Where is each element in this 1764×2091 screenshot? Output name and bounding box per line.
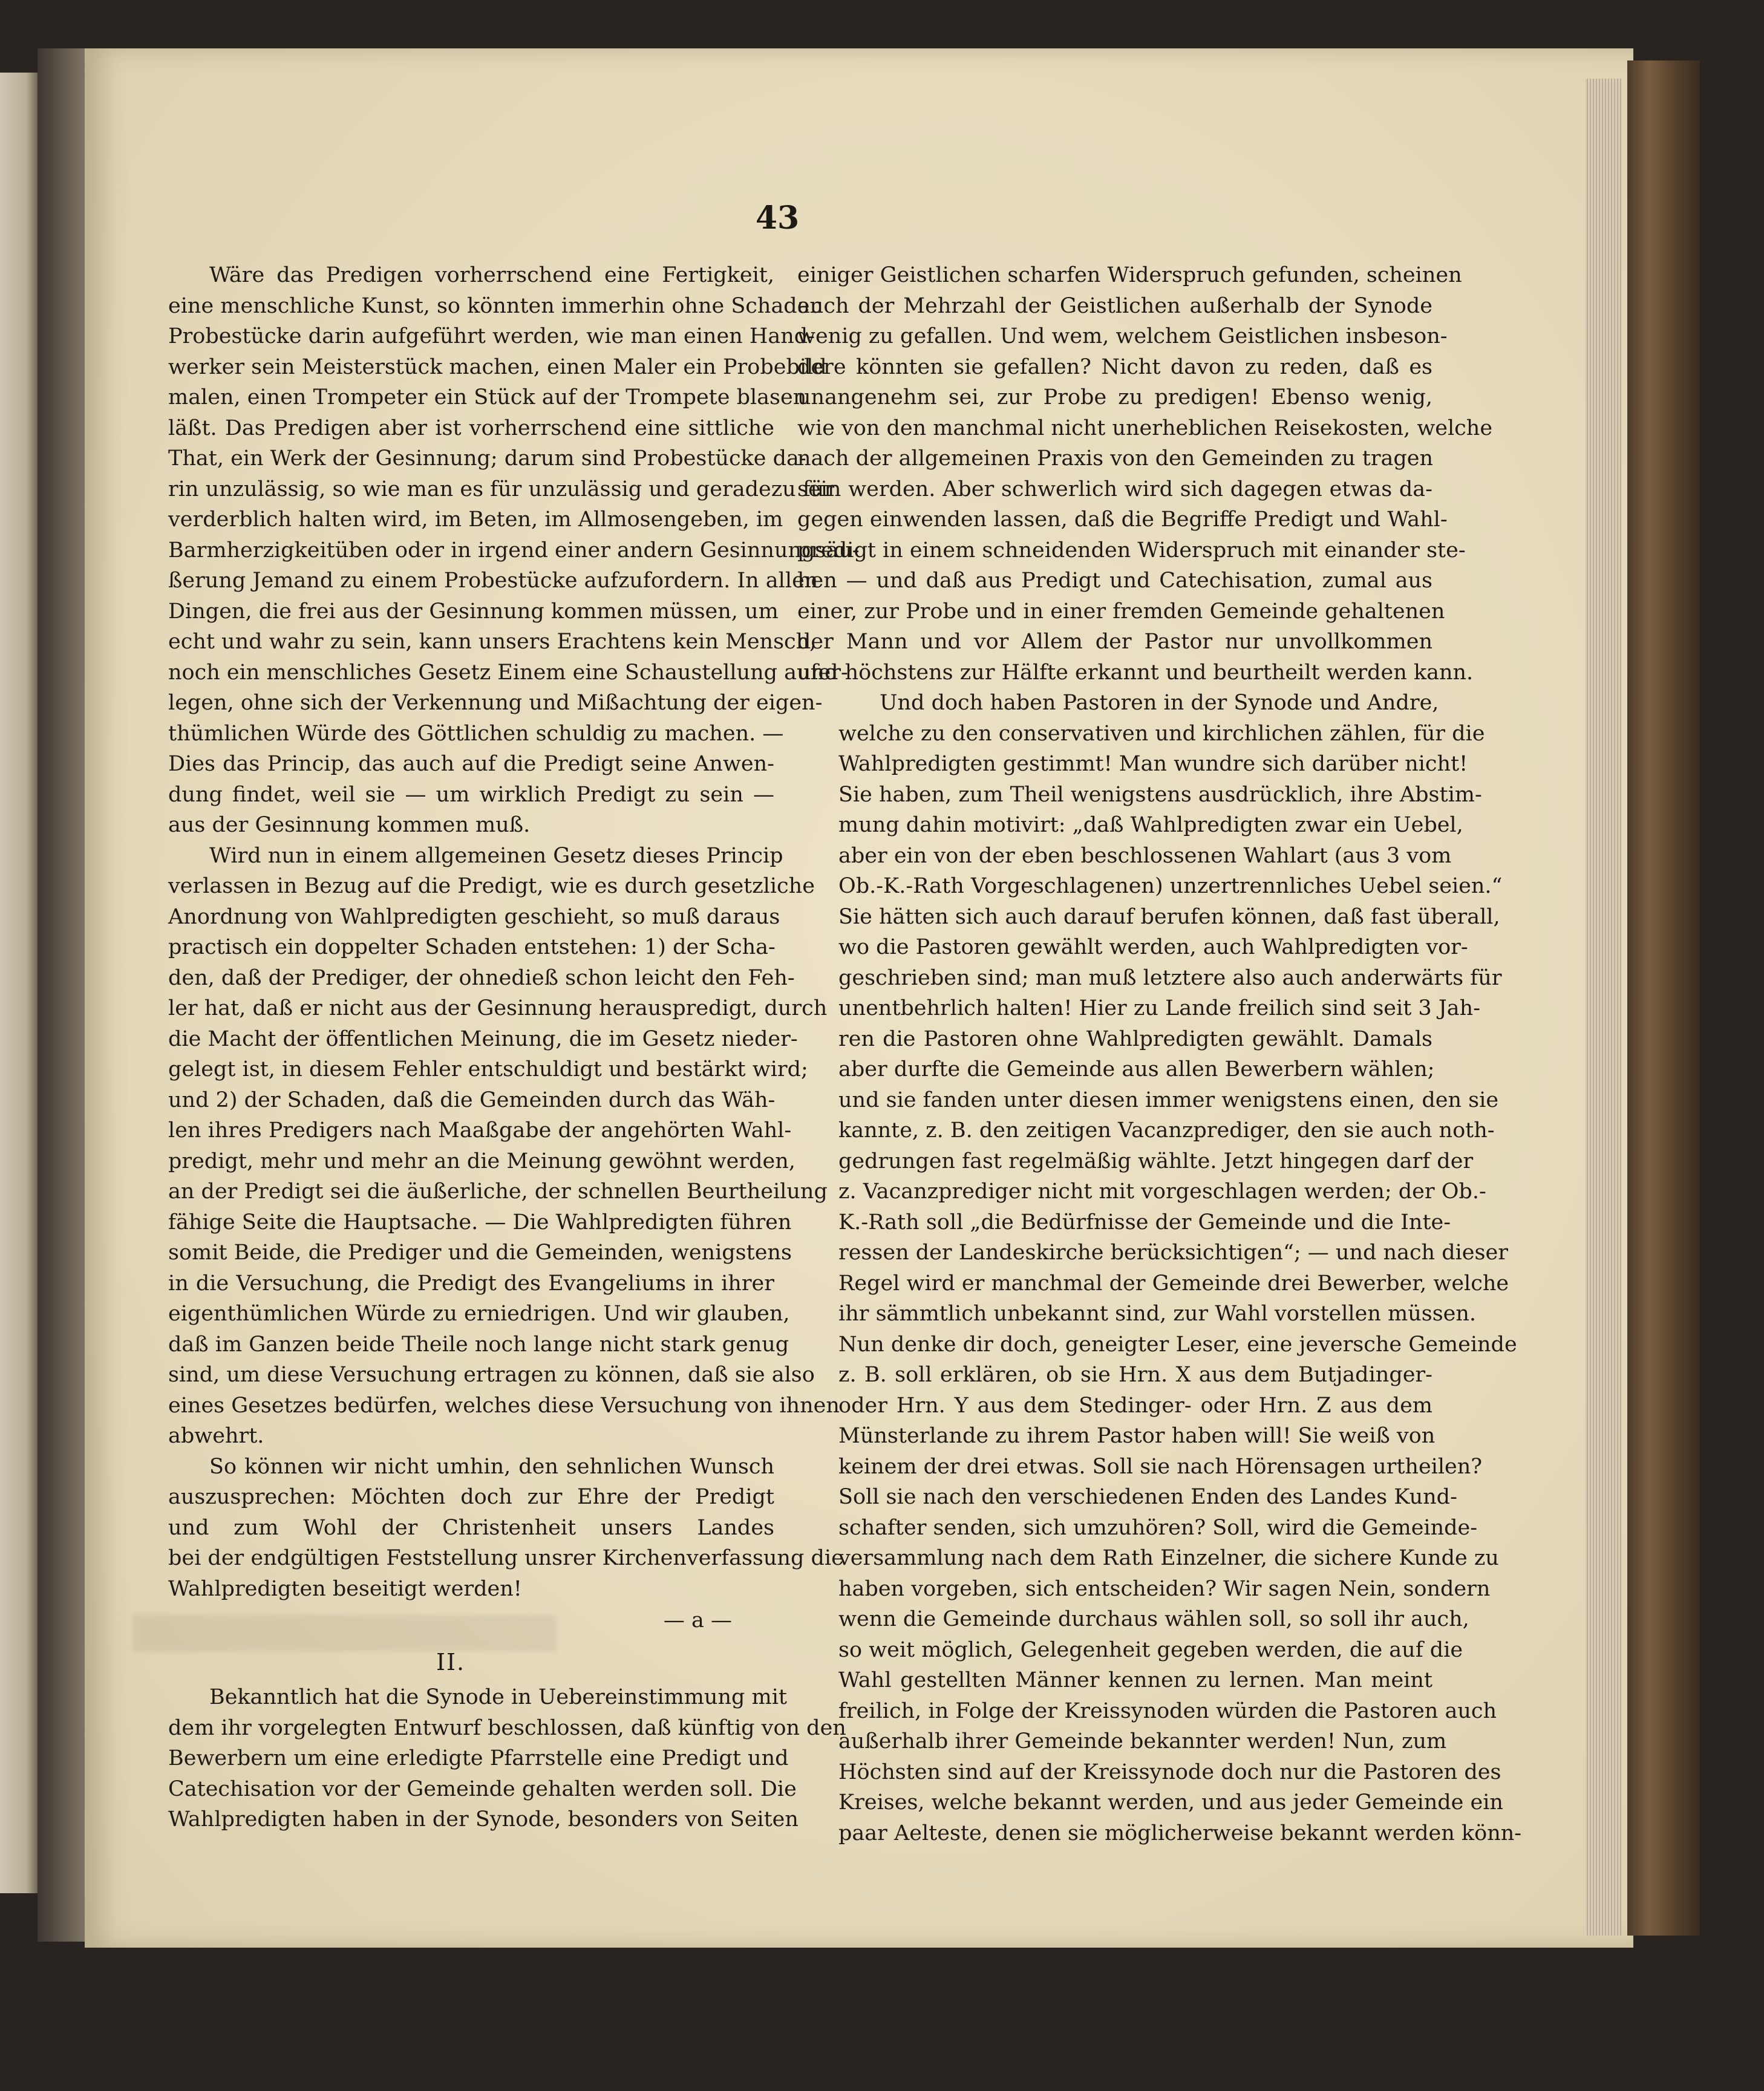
- text-line: ihr sämmtlich unbekannt sind, zur Wahl vorstellen müssen.: [838, 1302, 1477, 1326]
- text-line: daß im Ganzen beide Theile noch lange nicht stark genug: [168, 1332, 789, 1357]
- text-line: auszusprechen: Möchten doch zur Ehre der Predigt: [168, 1485, 774, 1509]
- text-line: und höchstens zur Hälfte erkannt und beurtheilt werden kann.: [797, 660, 1474, 685]
- text-line: Wahlpredigten haben in der Synode, besonders von Seiten: [168, 1807, 799, 1832]
- text-line: und 2) der Schaden, daß die Gemeinden durch das Wäh-: [168, 1088, 776, 1112]
- text-line: Sie hätten sich auch darauf berufen können, daß fast überall,: [838, 904, 1500, 929]
- text-line: ler hat, daß er nicht aus der Gesinnung herauspredigt, durch: [168, 996, 828, 1020]
- text-line: sind, um diese Versuchung ertragen zu können, daß sie also: [168, 1363, 815, 1387]
- text-line: läßt. Das Predigen aber ist vorherrschend eine sittliche: [168, 416, 774, 440]
- text-line: Sie haben, zum Theil wenigstens ausdrücklich, ihre Abstim-: [838, 782, 1482, 807]
- text-line: welche zu den conservativen und kirchlichen zählen, für die: [838, 721, 1485, 746]
- text-line: aber ein von der eben beschlossenen Wahlart (aus 3 vom: [838, 843, 1452, 868]
- text-line: Wahlpredigten gestimmt! Man wundre sich darüber nicht!: [838, 752, 1468, 776]
- left-column: [127, 260, 860, 1835]
- text-line: somit Beide, die Prediger und die Gemeinden, wenigstens: [168, 1241, 792, 1265]
- text-line: Wäre das Predigen vorherrschend eine Fertigkeit,: [209, 263, 774, 287]
- text-line: mung dahin motivirt: „daß Wahlpredigten zwar ein Uebel,: [838, 813, 1463, 837]
- text-line: practisch ein doppelter Schaden entstehen: 1) der Scha-: [168, 935, 776, 959]
- text-line: predigt, mehr und mehr an die Meinung gewöhnt werden,: [168, 1149, 795, 1173]
- text-line: einer, zur Probe und in einer fremden Gemeinde gehaltenen: [797, 599, 1445, 624]
- text-line: der Mann und vor Allem der Pastor nur unvollkommen: [797, 630, 1432, 654]
- text-line: malen, einen Trompeter ein Stück auf der Trompete blasen: [168, 385, 807, 409]
- page-stack-edge: [1585, 79, 1621, 1936]
- text-line: Höchsten sind auf der Kreissynode doch nur die Pastoren des: [838, 1760, 1501, 1784]
- text-line: dem ihr vorgelegten Entwurf beschlossen, daß künftig von den: [168, 1715, 846, 1740]
- text-line: Probestücke darin aufgeführt werden, wie man einen Hand-: [168, 324, 815, 348]
- text-line: Ob.-K.-Rath Vorgeschlagenen) unzertrennliches Uebel seien.“: [838, 874, 1503, 898]
- text-line: noch ein menschliches Gesetz Einem eine Schaustellung aufer-: [168, 660, 848, 685]
- text-line: einiger Geistlichen scharfen Widerspruch gefunden, scheinen: [797, 263, 1462, 287]
- page-number: 43: [755, 200, 800, 237]
- text-line: fähige Seite die Hauptsache. — Die Wahlpredigten führen: [168, 1210, 792, 1235]
- right-column: [797, 260, 1522, 1848]
- left-page-edge: [0, 73, 38, 1893]
- text-line: Nun denke dir doch, geneigter Leser, eine jeversche Gemeinde: [838, 1332, 1517, 1357]
- text-line: Kreises, welche bekannt werden, und aus jeder Gemeinde ein: [838, 1790, 1503, 1815]
- text-line: len ihres Predigers nach Maaßgabe der angehörten Wahl-: [168, 1118, 792, 1143]
- text-line: außerhalb ihrer Gemeinde bekannter werden! Nun, zum: [838, 1729, 1447, 1753]
- book-cover-edge: [1627, 60, 1700, 1936]
- text-line: ßerung Jemand zu einem Probestücke aufzufordern. In allen: [168, 569, 818, 593]
- text-line: gedrungen fast regelmäßig wählte. Jetzt hingegen darf der: [838, 1149, 1474, 1173]
- text-line: in die Versuchung, die Predigt des Evangeliums in ihrer: [168, 1271, 774, 1296]
- text-line: auch der Mehrzahl der Geistlichen außerhalb der Synode: [797, 293, 1432, 318]
- text-line: That, ein Werk der Gesinnung; darum sind Probestücke da-: [168, 446, 806, 471]
- text-line: Regel wird er manchmal der Gemeinde drei Bewerber, welche: [838, 1271, 1509, 1296]
- text-line: wo die Pastoren gewählt werden, auch Wahlpredigten vor-: [838, 935, 1468, 959]
- text-line: verderblich halten wird, im Beten, im Allmosengeben, im: [168, 507, 783, 532]
- paragraph: [127, 260, 860, 841]
- text-line: unangenehm sei, zur Probe zu predigen! Ebenso wenig,: [797, 385, 1432, 409]
- text-line: aber durfte die Gemeinde aus allen Bewerbern wählen;: [838, 1057, 1435, 1081]
- text-line: geschrieben sind; man muß letztere also auch anderwärts für: [838, 965, 1502, 990]
- text-line: dere könnten sie gefallen? Nicht davon zu reden, daß es: [797, 354, 1432, 379]
- paragraph: [797, 688, 1522, 1848]
- text-line: bei der endgültigen Feststellung unsrer Kirchenverfassung die: [168, 1546, 844, 1570]
- text-line: und sie fanden unter diesen immer wenigstens einen, den sie: [838, 1088, 1499, 1112]
- text-line: werker sein Meisterstück machen, einen Maler ein Probebild: [168, 354, 827, 379]
- text-line: eines Gesetzes bedürfen, welches diese Versuchung von ihnen: [168, 1393, 840, 1418]
- paragraph: [127, 1682, 846, 1835]
- text-line: paar Aelteste, denen sie möglicherweise bekannt werden könn-: [838, 1821, 1522, 1845]
- text-line: versammlung nach dem Rath Einzelner, die sichere Kunde zu: [838, 1546, 1499, 1570]
- text-line: eine menschliche Kunst, so könnten immerhin ohne Schaden: [168, 293, 823, 318]
- text-line: echt und wahr zu sein, kann unsers Erachtens kein Mensch,: [168, 630, 817, 654]
- text-line: keinem der drei etwas. Soll sie nach Hörensagen urtheilen?: [838, 1454, 1483, 1479]
- text-line: legen, ohne sich der Verkennung und Mißachtung der eigen-: [168, 691, 823, 715]
- text-line: den, daß der Prediger, der ohnedieß schon leicht den Feh-: [168, 965, 795, 990]
- text-line: freilich, in Folge der Kreissynoden würden die Pastoren auch: [838, 1698, 1497, 1723]
- text-line: unentbehrlich halten! Hier zu Lande freilich sind seit 3 Jah-: [838, 996, 1481, 1020]
- text-line: so weit möglich, Gelegenheit gegeben werden, die auf die: [838, 1637, 1463, 1662]
- text-line: wenig zu gefallen. Und wem, welchem Geistlichen insbeson-: [797, 324, 1448, 348]
- text-line: dung findet, weil sie — um wirklich Predigt zu sein —: [168, 782, 774, 807]
- author-signature: — a —: [663, 1608, 732, 1633]
- text-line: rin unzulässig, so wie man es für unzulässig und geradezu für: [168, 477, 835, 501]
- paragraph: [127, 841, 840, 1452]
- section-heading: II.: [436, 1648, 466, 1675]
- text-line: Barmherzigkeitüben oder in irgend einer andern Gesinnungsäu-: [168, 538, 860, 563]
- text-line: Bewerbern um eine erledigte Pfarrstelle eine Predigt und: [168, 1746, 789, 1770]
- text-line: eigenthümlichen Würde zu erniedrigen. Und wir glauben,: [168, 1302, 790, 1326]
- text-line: wenn die Gemeinde durchaus wählen soll, so soll ihr auch,: [838, 1607, 1469, 1631]
- paragraph: [127, 1452, 844, 1605]
- text-line: gegen einwenden lassen, daß die Begriffe Predigt und Wahl-: [797, 507, 1448, 532]
- text-line: Bekanntlich hat die Synode in Uebereinstimmung mit: [209, 1685, 787, 1709]
- text-line: kannte, z. B. den zeitigen Vacanzprediger, den sie auch noth-: [838, 1118, 1495, 1143]
- text-line: oder Hrn. Y aus dem Stedinger- oder Hrn. Z aus dem: [838, 1393, 1432, 1418]
- text-line: ressen der Landeskirche berücksichtigen“; — und nach dieser: [838, 1241, 1508, 1265]
- text-line: Dies das Princip, das auch auf die Predigt seine Anwen-: [168, 752, 774, 776]
- text-line: gelegt ist, in diesem Fehler entschuldigt und bestärkt wird;: [168, 1057, 808, 1081]
- text-line: sein werden. Aber schwerlich wird sich dagegen etwas da-: [797, 477, 1432, 501]
- text-line: Münsterlande zu ihrem Pastor haben will! Sie weiß von: [838, 1424, 1436, 1448]
- text-line: Anordnung von Wahlpredigten geschieht, so muß daraus: [168, 904, 780, 929]
- text-line: und zum Wohl der Christenheit unsers Landes: [168, 1515, 774, 1540]
- paragraph: [797, 260, 1493, 688]
- text-line: Wahl gestellten Männer kennen zu lernen. Man meint: [838, 1668, 1432, 1692]
- text-line: die Macht der öffentlichen Meinung, die im Gesetz nieder-: [168, 1026, 798, 1051]
- text-line: schafter senden, sich umzuhören? Soll, wird die Gemeinde-: [838, 1515, 1478, 1540]
- text-line: wie von den manchmal nicht unerheblichen Reisekosten, welche: [797, 416, 1493, 440]
- text-line: thümlichen Würde des Göttlichen schuldig zu machen. —: [168, 721, 784, 746]
- book-spine-shadow: [38, 48, 86, 1942]
- text-line: Wird nun in einem allgemeinen Gesetz dieses Princip: [209, 843, 783, 868]
- text-line: predigt in einem schneidenden Widerspruch mit einander ste-: [797, 538, 1466, 563]
- text-line: hen — und daß aus Predigt und Catechisation, zumal aus: [797, 569, 1432, 593]
- text-line: verlassen in Bezug auf die Predigt, wie es durch gesetzliche: [168, 874, 815, 898]
- text-line: aus der Gesinnung kommen muß.: [168, 813, 531, 837]
- text-line: z. B. soll erklären, ob sie Hrn. X aus dem Butjadinger-: [838, 1363, 1432, 1387]
- text-line: nach der allgemeinen Praxis von den Gemeinden zu tragen: [797, 446, 1434, 471]
- text-line: Soll sie nach den verschiedenen Enden des Landes Kund-: [838, 1485, 1457, 1509]
- text-line: So können wir nicht umhin, den sehnlichen Wunsch: [209, 1454, 774, 1479]
- text-line: Catechisation vor der Gemeinde gehalten werden soll. Die: [168, 1776, 797, 1801]
- text-line: z. Vacanzprediger nicht mit vorgeschlagen werden; der Ob.-: [838, 1179, 1486, 1204]
- text-line: Dingen, die frei aus der Gesinnung kommen müssen, um: [168, 599, 779, 624]
- text-line: ren die Pastoren ohne Wahlpredigten gewählt. Damals: [838, 1026, 1432, 1051]
- text-line: an der Predigt sei die äußerliche, der schnellen Beurtheilung: [168, 1179, 828, 1204]
- text-line: abwehrt.: [168, 1424, 264, 1448]
- text-line: Wahlpredigten beseitigt werden!: [168, 1576, 522, 1601]
- text-line: K.-Rath soll „die Bedürfnisse der Gemeinde und die Inte-: [838, 1210, 1451, 1235]
- text-line: haben vorgeben, sich entscheiden? Wir sagen Nein, sondern: [838, 1576, 1491, 1601]
- text-line: Und doch haben Pastoren in der Synode und Andre,: [880, 691, 1439, 715]
